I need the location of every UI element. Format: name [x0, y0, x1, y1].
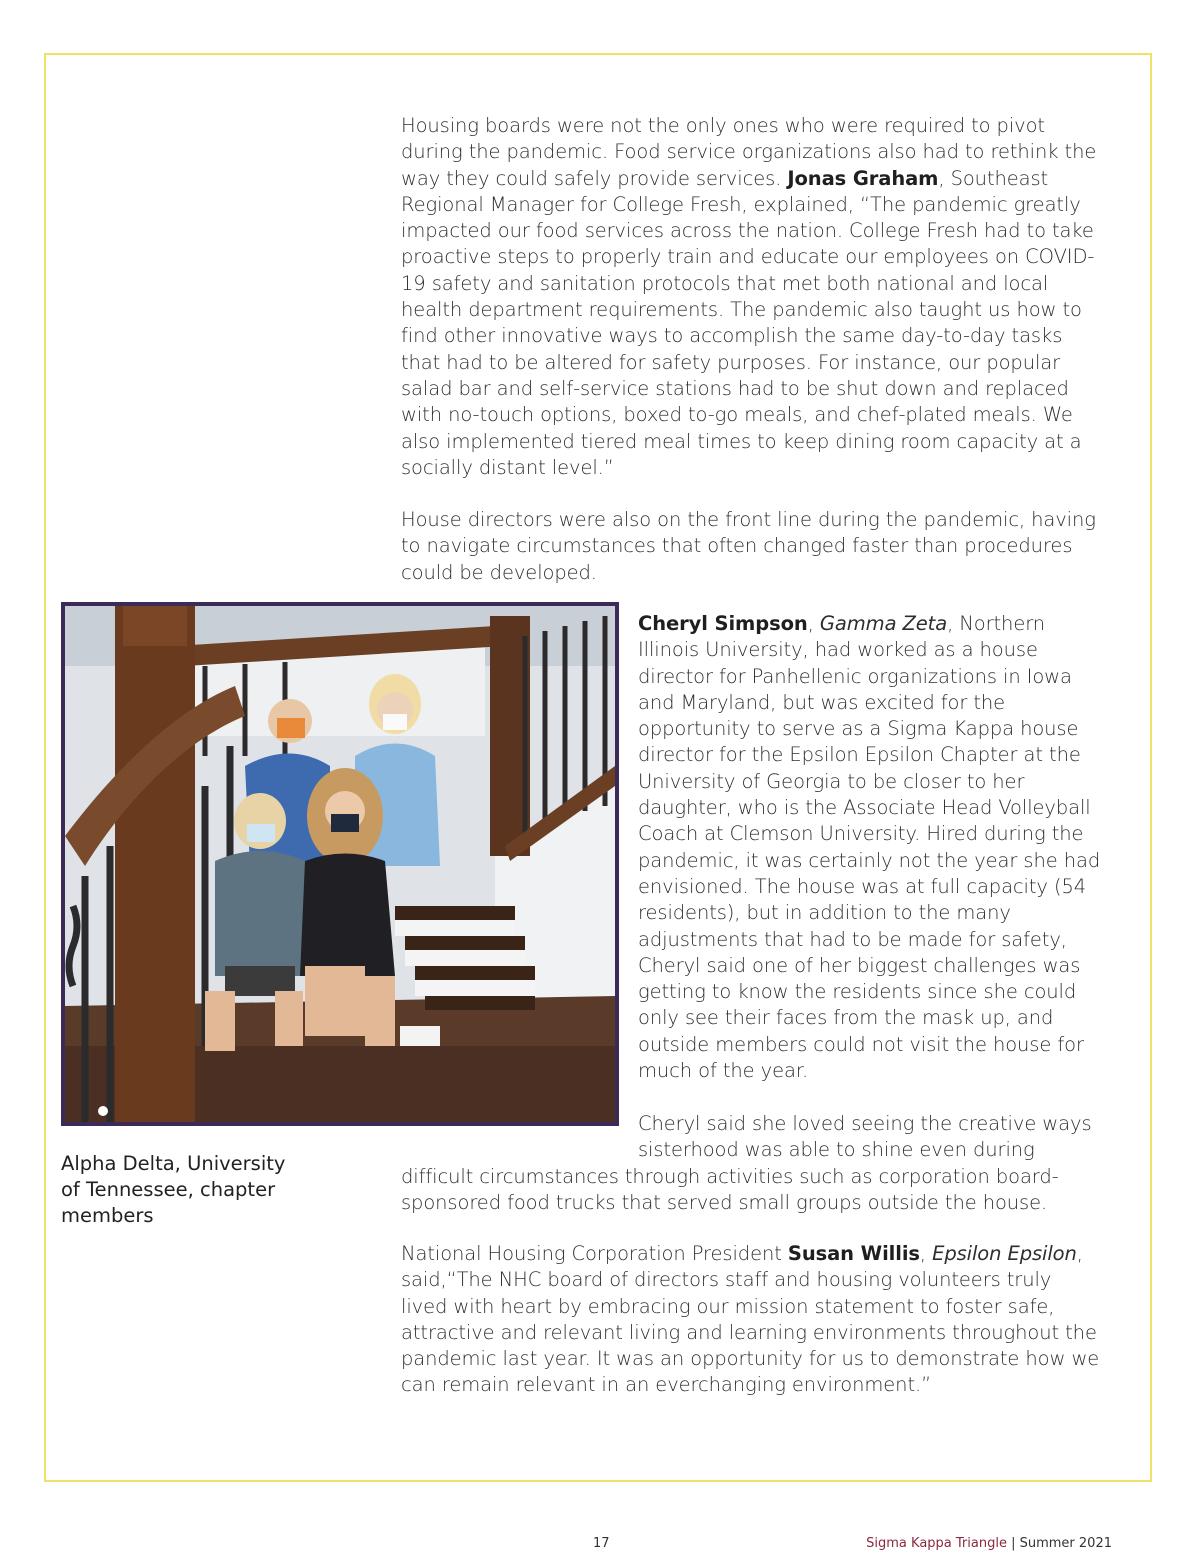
paragraph-susan-willis: National Housing Corporation President Susan Willis, Epsilon Epsilon, said,“The NHC board of directors staff and housing volunteers truly lived with heart by embracing our mission statement to foster safe, attractive and relevant living and learning environments throughout the pandemic last year. It was an opportunity for us to demonstrate how we can remain relevant in an everchanging environment.” [401, 1242, 1100, 1397]
paragraph-food-service: Housing boards were not the only ones who were required to pivot during the pandemic. Food service organizations also had to rethink the way they could safely provide services. Jonas Graham, Southeast Regional Manager for College Fresh, explained, “The pandemic greatly impacted our food services across the nation. College Fresh had to take proactive steps to properly train and educate our employees on COVID-19 safety and sanitation protocols that met both national and local health department requirements. The pandemic also taught us how to find other innovative ways to accomplish the same day-to-day tasks that had to be altered for safety purposes. For instance, our popular salad bar and self-service stations had to be shut down and replaced with no-touch options, boxed to-go meals, and chef-plated meals. We also implemented tiered meal times to keep dining room capacity at a socially distant level.” [401, 114, 1097, 479]
footer-publication-info: Sigma Kappa Triangle | Summer 2021 [866, 1536, 1112, 1551]
paragraph-house-directors: House directors were also on the front line during the pandemic, having to navigate circumstances that often changed faster than procedures could be developed. [401, 508, 1096, 584]
publication-name: Sigma Kappa Triangle [866, 1536, 1007, 1551]
paragraph-sisterhood-part1: Cheryl said she loved seeing the creative ways sisterhood was able to shine even during [638, 1112, 1092, 1162]
paragraph-cheryl-simpson: Cheryl Simpson, Gamma Zeta, Northern Illinois University, had worked as a house director for Panhellenic organizations in Iowa and Maryland, but was excited for the opportunity to serve as a Sigma Kappa house director for the Epsilon Epsilon Chapter at the University of Georgia to be closer to her daughter, who is the Associate Head Volleyball Coach at Clemson University. Hired during the pandemic, it was certainly not the year she had envisioned. The house was at full capacity (54 residents), but in addition to the many adjustments that had to be made for safety, Cheryl said one of her biggest challenges was getting to know the residents since she could only see their faces from the mask up, and outside members could not visit the house for much of the year. [638, 612, 1101, 1083]
issue-date: Summer 2021 [1019, 1536, 1112, 1551]
person-name-cheryl-simpson: Cheryl Simpson [638, 612, 808, 635]
person-name-jonas-graham: Jonas Graham [787, 166, 939, 190]
photo-caption: Alpha Delta, University of Tennessee, chapter members [61, 1152, 286, 1227]
person-name-susan-willis: Susan Willis [787, 1242, 920, 1265]
chapter-members-photo [61, 602, 619, 1126]
page-number: 17 [593, 1536, 610, 1551]
paragraph-sisterhood-part2: difficult circumstances through activities such as corporation board-sponsored food trucks that served small groups outside the house. [401, 1165, 1059, 1215]
